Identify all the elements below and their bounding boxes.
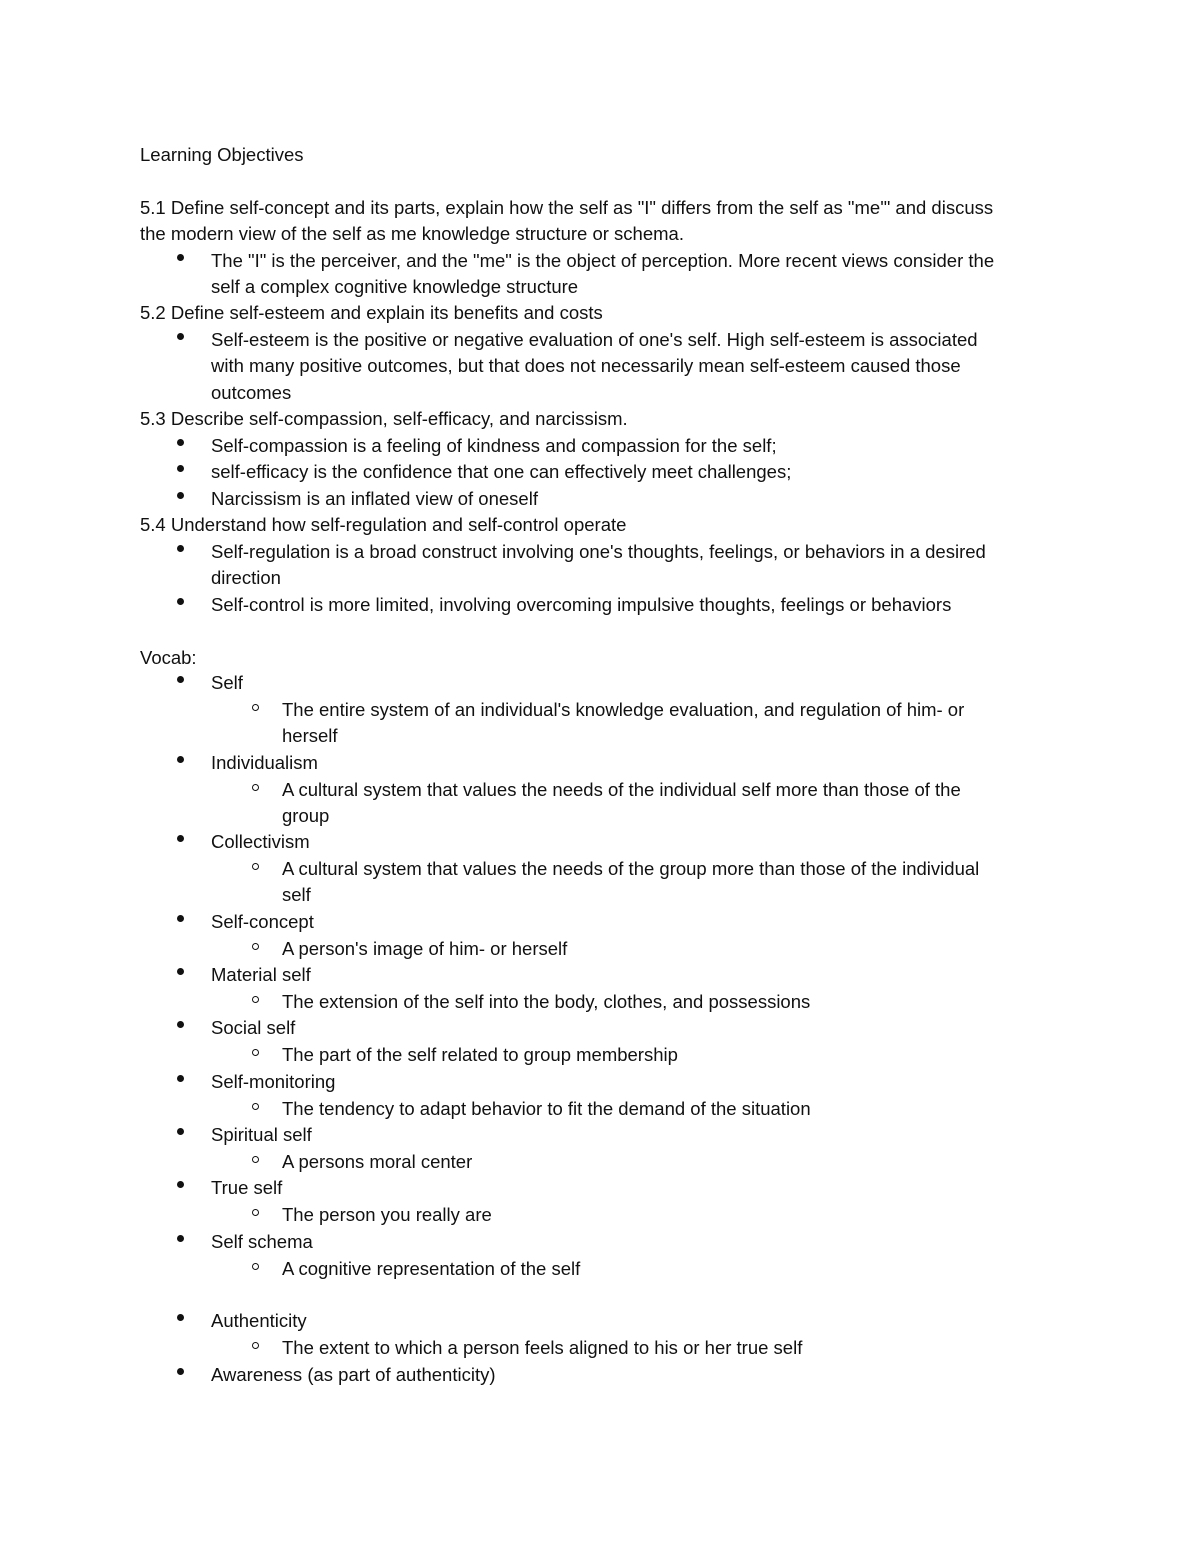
circle-bullet-icon <box>252 1156 259 1163</box>
bullet-icon <box>177 756 184 763</box>
vocab-def-authenticity: The extent to which a person feels aligned to his or her true self <box>282 1337 803 1358</box>
circle-bullet-icon <box>252 1103 259 1110</box>
vocab-def-material-self: The extension of the self into the body, clothes, and possessions <box>282 991 811 1012</box>
bullet-icon <box>177 545 184 552</box>
vocab-term-social-self: Social self <box>211 1017 296 1038</box>
bullet-icon <box>177 1021 184 1028</box>
bullet-icon <box>177 333 184 340</box>
page-heading: Learning Objectives <box>140 144 304 165</box>
bullet-icon <box>177 1368 184 1375</box>
circle-bullet-icon <box>252 1263 259 1270</box>
bullet-icon <box>177 254 184 261</box>
objective-5-3-line1: 5.3 Describe self-compassion, self-efficacy, and narcissism. <box>140 408 628 429</box>
objective-5-4-point-1-line1: Self-regulation is a broad construct involving one's thoughts, feelings, or behaviors in a desired <box>211 541 986 562</box>
objective-5-1-point-line2: self a complex cognitive knowledge structure <box>211 276 579 297</box>
objective-5-3-point-1: Self-compassion is a feeling of kindness and compassion for the self; <box>211 435 777 456</box>
vocab-def-self-line1: The entire system of an individual's knowledge evaluation, and regulation of him- or <box>282 699 965 720</box>
objective-5-4-point-2: Self-control is more limited, involving overcoming impulsive thoughts, feelings or behaviors <box>211 594 952 615</box>
objective-5-3-point-3: Narcissism is an inflated view of oneself <box>211 488 538 509</box>
bullet-icon <box>177 676 184 683</box>
vocab-term-material-self: Material self <box>211 964 311 985</box>
bullet-icon <box>177 915 184 922</box>
circle-bullet-icon <box>252 784 259 791</box>
objective-5-2-point-line1: Self-esteem is the positive or negative evaluation of one's self. High self-esteem is associated <box>211 329 978 350</box>
bullet-icon <box>177 1181 184 1188</box>
vocab-def-spiritual-self: A persons moral center <box>282 1151 473 1172</box>
vocab-term-collectivism: Collectivism <box>211 831 310 852</box>
bullet-icon <box>177 1075 184 1082</box>
vocab-term-self-monitoring: Self-monitoring <box>211 1071 336 1092</box>
vocab-def-self-monitoring: The tendency to adapt behavior to fit the demand of the situation <box>282 1098 811 1119</box>
objective-5-1-point-line1: The "I" is the perceiver, and the "me" is the object of perception. More recent views consider the <box>211 250 995 271</box>
vocab-term-authenticity: Authenticity <box>211 1310 307 1331</box>
vocab-def-self-concept: A person's image of him- or herself <box>282 938 568 959</box>
bullet-icon <box>177 439 184 446</box>
vocab-def-self-schema: A cognitive representation of the self <box>282 1258 581 1279</box>
circle-bullet-icon <box>252 996 259 1003</box>
vocab-def-collectivism-line2: self <box>282 884 311 905</box>
bullet-icon <box>177 968 184 975</box>
vocab-term-self: Self <box>211 672 243 693</box>
circle-bullet-icon <box>252 1049 259 1056</box>
objective-5-4-point-1-line2: direction <box>211 567 281 588</box>
circle-bullet-icon <box>252 704 259 711</box>
vocab-def-true-self: The person you really are <box>282 1204 492 1225</box>
bullet-icon <box>177 835 184 842</box>
bullet-icon <box>177 1235 184 1242</box>
vocab-term-spiritual-self: Spiritual self <box>211 1124 312 1145</box>
circle-bullet-icon <box>252 863 259 870</box>
vocab-def-social-self: The part of the self related to group membership <box>282 1044 678 1065</box>
vocab-term-individualism: Individualism <box>211 752 318 773</box>
objective-5-1-line1: 5.1 Define self-concept and its parts, explain how the self as "I" differs from the self as "me'" and discuss <box>140 197 994 218</box>
vocab-def-individualism-line2: group <box>282 805 330 826</box>
bullet-icon <box>177 598 184 605</box>
bullet-icon <box>177 1128 184 1135</box>
bullet-icon <box>177 1314 184 1321</box>
objective-5-3-point-2: self-efficacy is the confidence that one can effectively meet challenges; <box>211 461 792 482</box>
vocab-def-self-line2: herself <box>282 725 338 746</box>
circle-bullet-icon <box>252 943 259 950</box>
vocab-term-self-schema: Self schema <box>211 1231 313 1252</box>
vocab-term-true-self: True self <box>211 1177 283 1198</box>
circle-bullet-icon <box>252 1342 259 1349</box>
vocab-def-collectivism-line1: A cultural system that values the needs of the group more than those of the individual <box>282 858 980 879</box>
objective-5-2-line1: 5.2 Define self-esteem and explain its benefits and costs <box>140 302 603 323</box>
bullet-icon <box>177 492 184 499</box>
vocab-term-self-concept: Self-concept <box>211 911 314 932</box>
objective-5-4-line1: 5.4 Understand how self-regulation and self-control operate <box>140 514 627 535</box>
objective-5-1-line2: the modern view of the self as me knowledge structure or schema. <box>140 223 684 244</box>
vocab-heading: Vocab: <box>140 647 197 668</box>
objective-5-2-point-line3: outcomes <box>211 382 292 403</box>
vocab-def-individualism-line1: A cultural system that values the needs of the individual self more than those of the <box>282 779 961 800</box>
objective-5-2-point-line2: with many positive outcomes, but that does not necessarily mean self-esteem caused those <box>211 355 961 376</box>
bullet-icon <box>177 465 184 472</box>
circle-bullet-icon <box>252 1209 259 1216</box>
vocab-term-awareness: Awareness (as part of authenticity) <box>211 1364 496 1385</box>
